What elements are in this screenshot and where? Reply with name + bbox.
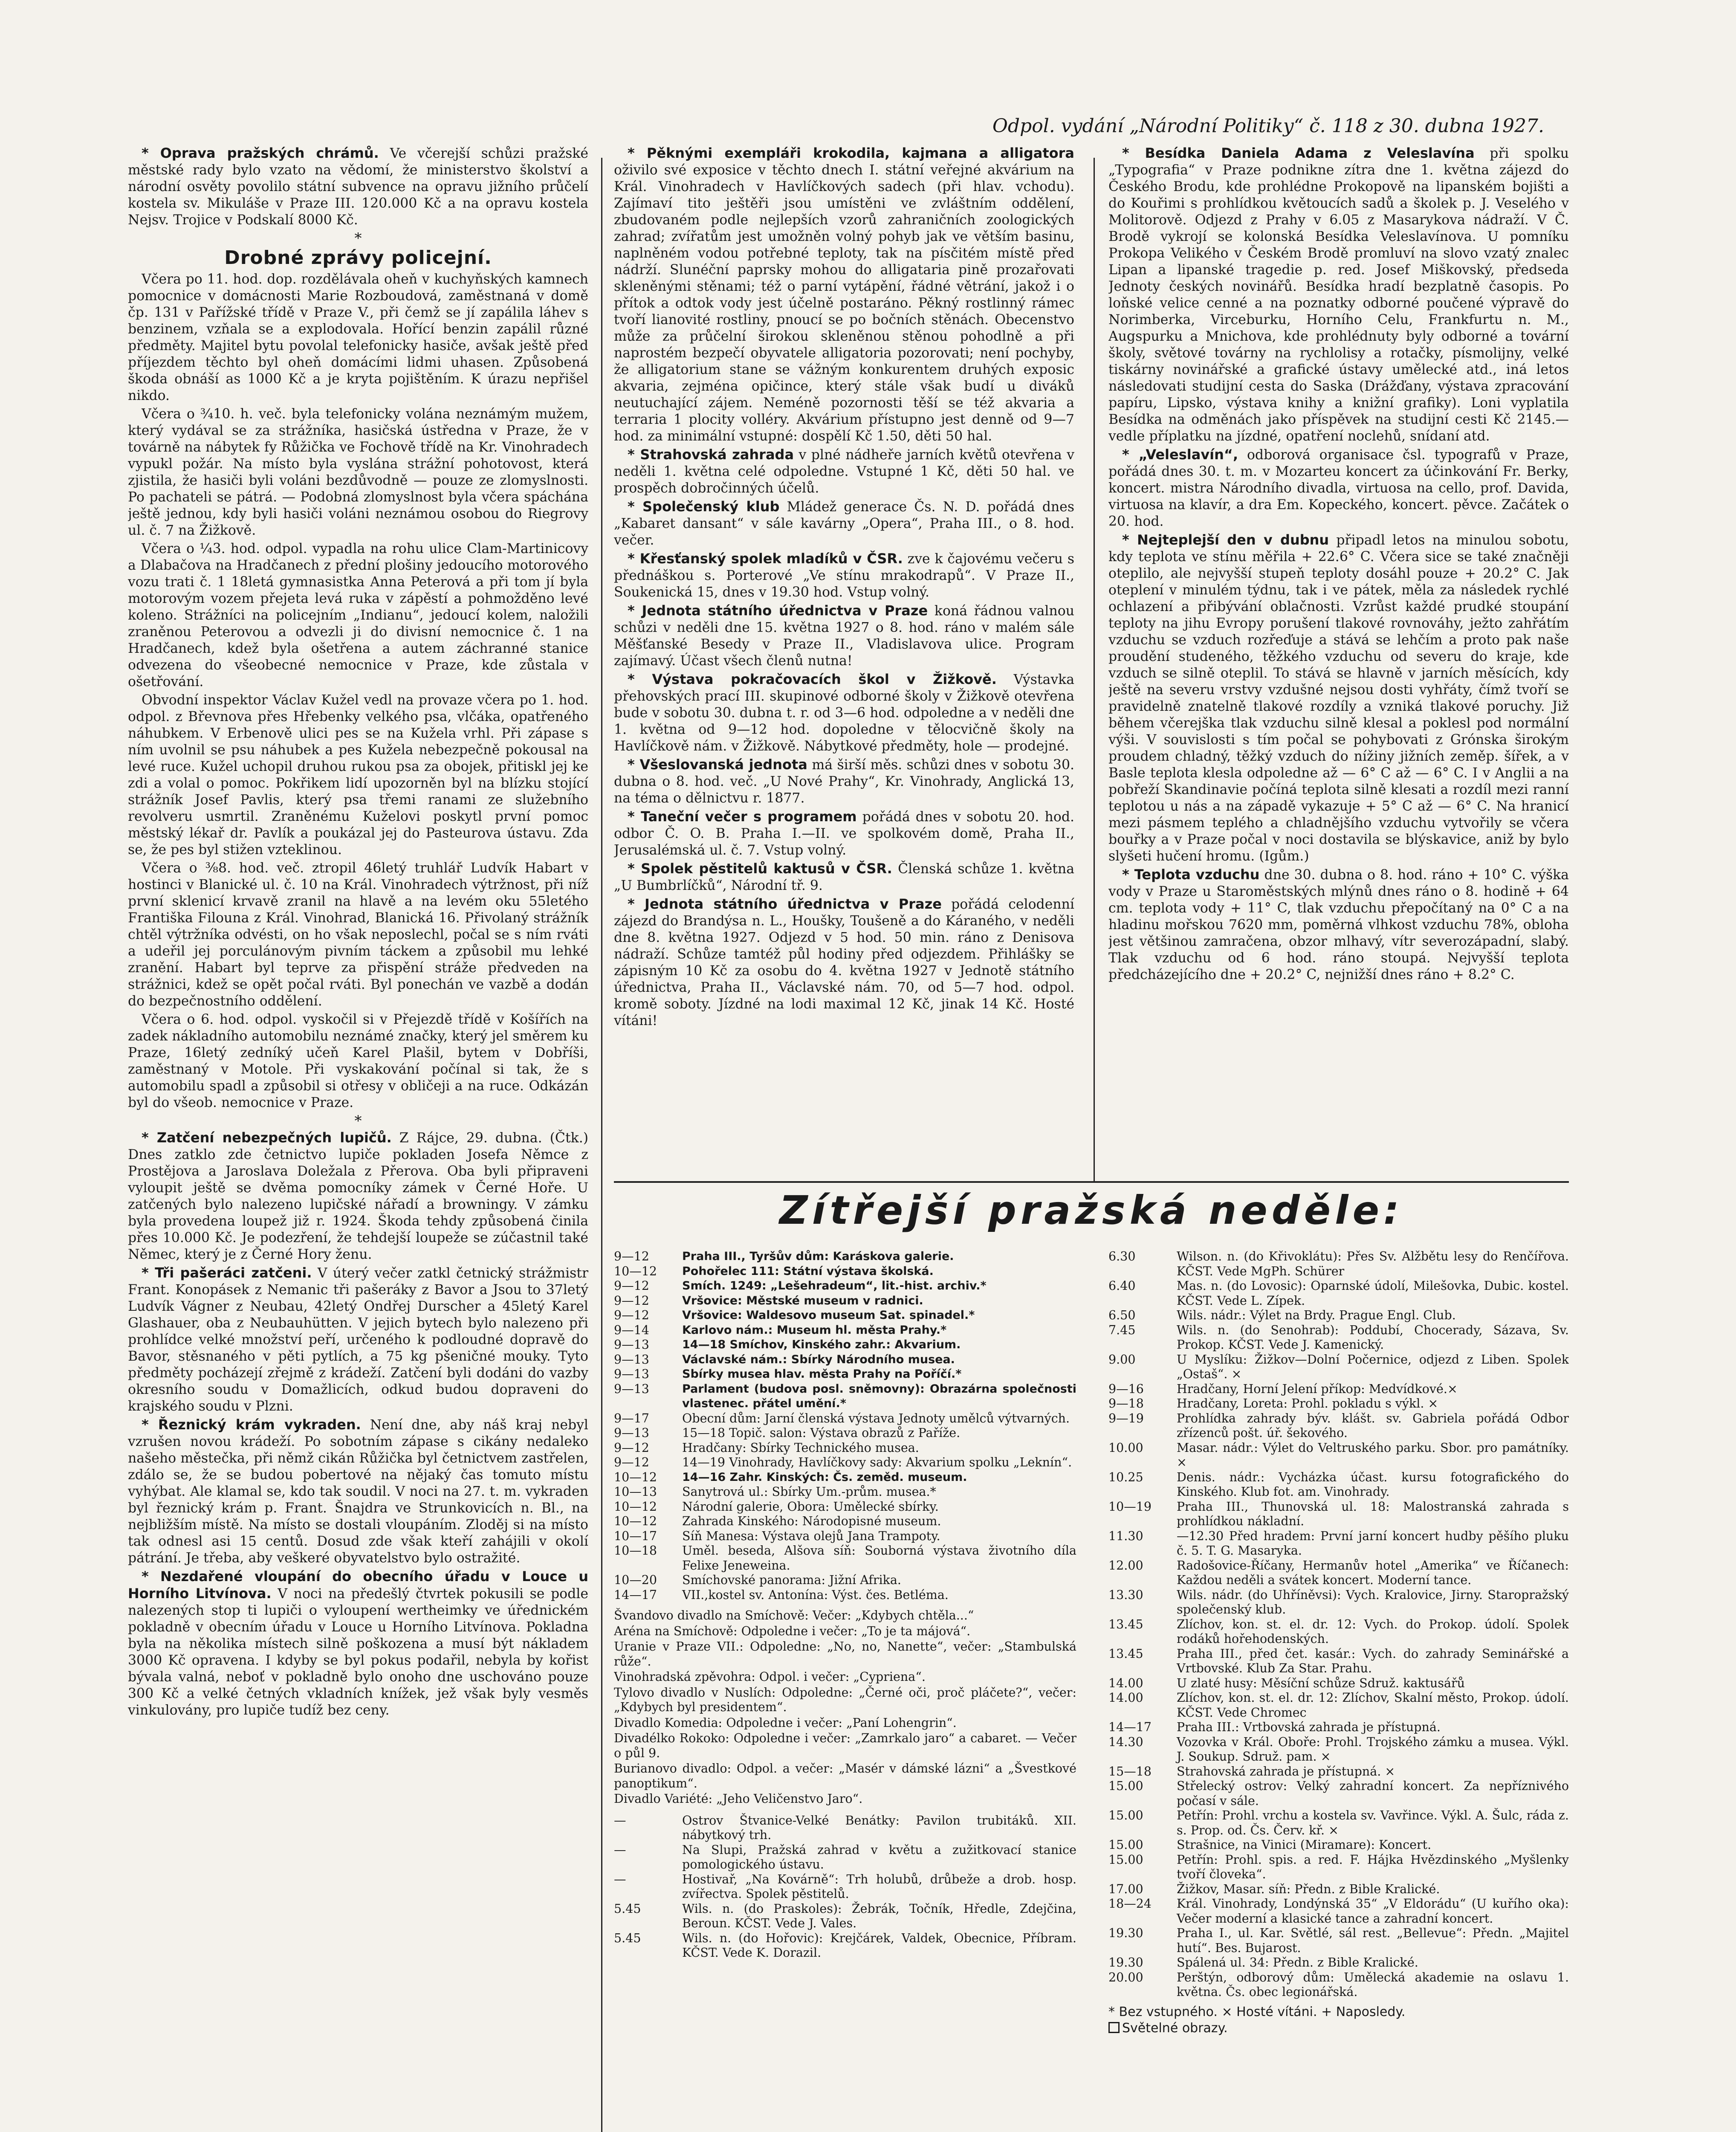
program-desc: Strahovská zahrada je přístupná. ×	[1177, 1764, 1395, 1779]
program-row	[614, 1573, 1076, 1588]
article-text: Ve včerejší schůzi pražské městské rady bylo vzato na vědomí, že ministerstvo školství a národní osvěty povolilo státní subvence na opravu jižního průčelí kostela sv. Mikuláše v Praze III. 120.000 Kč a na opravu kostela Nejsv. Trojice v Podskalí 8000 Kč.	[128, 146, 588, 228]
program-row	[614, 1470, 1076, 1485]
article-text: koná řádnou valnou schůzi v neděli dne 15. května 1927 o 8. hod. ráno v malém sále Měšťanské Besedy v Praze II., Vladislavova ulice. Program zajímavý. Účast všech členů nutna!	[614, 603, 1074, 669]
program-time: 15.00	[1108, 1808, 1143, 1822]
article-text: oživilo své exposice v těchto dnech I. státní veřejné akvárium na Král. Vinohradech v Havlíčkových sadech (při hlav. vchodu). Zajímaví tito ještěři jsou umístěni ve zvláštním oddělení, zbudovaném podle nejlepších vzorů zahraničních zoologických zahrad; zvířatům jest umožněn volný pohyb jak ve větším basinu, naplněném vodou potřebné teploty, tak na písčitém místě před nádrží. Slunéční paprsky mohou do alligataria pině prozařovati skleněnými stěnami; též o parní vytápění, řádné větrání, jakož i o přítok a odtok vody jest účelně postaráno. Pěkný rostlinný rámec tvoří lianovité rostliny, pnoucí se po bočních stěnách. Obecenstvo může za průčelní širokou skleněnou stěnou pohodlně a při naprostém bezpečí obyvatele alligatoria pozorovati; není pochyby, že alligatorium stane se vážným konkurentem druhých exposic akvaria, zejména opičince, který stále však budí u diváků neutuchající zájem. Neméně pozornosti těší se též akvaria a terraria 1 plocity volléry. Akvárium přístupno jest denně od 9—7 hod. za minimální vstupné: dospělí Kč 1.50, děti 50 hal.	[614, 162, 1074, 444]
program-desc: Mas. n. (do Lovosic): Oparnské údolí, Milešovka, Dubic. kostel. KČST. Vede L. Zípek.	[1177, 1279, 1569, 1308]
program-row	[1108, 1396, 1569, 1411]
separator-star: *	[354, 1112, 362, 1130]
program-desc: Radošovice-Říčany, Hermanův hotel „Amerika“ ve Říčanech: Každou neděli a svátek koncert. Moderní tance.	[1177, 1558, 1569, 1587]
article-text: Včera o ⅜8. hod. več. ztropil 46letý truhlář Ludvík Habart v hostinci v Blanické ul. č. 10 na Král. Vinohradech výtržnost, při níž první sklenicí krvavě zranil na hlavě a na levém oku 55letého Františka Filouna z Král. Vinohrad, Blanická 16. Přivolaný strážník chtěl výtržníka odvésti, on ho však neposlechl, počal se s ním rváti a udeřil jej porculánovým pivním táckem a způsobil mu lehké zranění. Habart byl teprve za přispění stráže předveden na strážnici, kdež se opět počal rváti. Byl ponechán ve vazbě a dodán do bezpečnostního oddělení.	[128, 860, 588, 1009]
article-headline: * Jednota státního úřednictva v Praze	[628, 603, 928, 619]
separator-star: *	[354, 230, 362, 247]
theatre-item: Divadlo Variété: „Jeho Veličenstvo Jaro“.	[614, 1792, 863, 1806]
article-text: Z Rájce, 29. dubna. (Čtk.) Dnes zatklo zde četnictvo lupiče pokladen Josefa Němce z Prostějova a Jaroslava Doležala z Přerova. Oba byli připraveni vyloupit ještě se dvěma pomocníky zámek v Černé Hoře. U zatčených bylo nalezeno lupičské nářadí a browningy. V zámku byla provedena loupež již r. 1924. Škoda tehdy způsobená činila přes 10.000 Kč. Je podezření, že tehdejší loupeže se zúčastnil také Němec, který je z Černé Hory ženu.	[128, 1130, 588, 1262]
article-text: v plné nádheře jarních květů otevřena v neděli 1. května celé odpoledne. Vstupné 1 Kč, děti 50 hal. ve prospěch dobročinných účelů.	[614, 447, 1074, 496]
article-paragraph	[128, 406, 588, 539]
program-desc: Sbírky musea hlav. města Prahy na Poříčí.*	[682, 1367, 962, 1381]
legend-line-2: Světelné obrazy.	[1108, 2020, 1569, 2036]
program-row	[614, 1382, 1076, 1411]
program-row	[1108, 1691, 1569, 1720]
program-desc: Sanytrová ul.: Sbírky Um.-prům. musea.*	[682, 1485, 936, 1499]
program-time: 13.45	[1108, 1617, 1143, 1631]
program-desc: Wils. n. (do Senohrab): Poddubí, Chocerady, Sázava, Sv. Prokop. KČST. Vede J. Kamenický.	[1177, 1323, 1569, 1352]
program-desc: Vozovka v Král. Oboře: Prohl. Trojského zámku a musea. Výkl. J. Soukup. Sdruž. pam. ×	[1177, 1735, 1569, 1764]
program-time: 10—13	[614, 1485, 657, 1499]
article-paragraph	[128, 692, 588, 858]
article-paragraph	[128, 1011, 588, 1111]
program-row	[614, 1514, 1076, 1529]
program-row	[1108, 1779, 1569, 1808]
program-desc: Wilson. n. (do Křivoklátu): Přes Sv. Alžbětu lesy do Renčířova. KČST. Vede MgPh. Schürer	[1177, 1249, 1569, 1278]
column-rule	[1094, 158, 1095, 1181]
program-desc: Zlíchov, kon. st. el. dr. 12: Zlíchov, Skalní město, Prokop. údolí. KČST. Vede Chromec	[1177, 1691, 1569, 1720]
program-desc: Obecní dům: Jarní členská výstava Jednoty umělců výtvarných.	[682, 1411, 1070, 1425]
program-row	[614, 1426, 1076, 1441]
program-desc: Strašnice, na Vinici (Miramare): Koncert.	[1177, 1838, 1432, 1852]
program-time: 9—13	[614, 1426, 649, 1440]
program-desc: Spálená ul. 34: Předn. z Bible Kralické.	[1177, 1955, 1418, 1970]
program-time: 12.00	[1108, 1558, 1143, 1573]
program-time: 5.45	[614, 1901, 641, 1916]
article-paragraph	[614, 860, 1074, 894]
program-time: —	[614, 1842, 626, 1857]
sunday-program-title: Zítřejší pražská neděle:	[779, 1188, 1403, 1233]
article-headline: * Oprava pražských chrámů.	[142, 145, 379, 161]
program-time: 10—12	[614, 1264, 657, 1278]
program-desc: Karlovo nám.: Museum hl. města Prahy.*	[682, 1323, 947, 1337]
column-1	[128, 145, 588, 2132]
program-row	[1108, 1926, 1569, 1955]
article-paragraph	[614, 896, 1074, 1029]
program-time: 9—14	[614, 1323, 649, 1337]
article-paragraph	[614, 446, 1074, 497]
program-row	[614, 1279, 1076, 1294]
article-text: Obvodní inspektor Václav Kužel vedl na provaze včera po 1. hod. odpol. z Břevnova přes Hřebenky velkého psa, vlčáka, opatřeného náhubkem. V Erbenově ulici pes se na Kužela vrhl. Při zápase s ním uvolnil se psu náhubek a pes Kužela nebezpečně pokousal na levé ruce. Kužel uchopil druhou rukou psa za obojek, přitiskl jej ke zdi a volal o pomoc. Pokřikem lidí upozorněn byl na blízku stojící strážník Josef Pavlis, který psa třemi ranami ze služebního revolveru usmrtil. Zraněnému Kuželovi poskytl první pomoc městský lékař dr. Pavlík a poukázal jej do Pasteurova ústavu. Zda se, že pes byl stižen vzteklinou.	[128, 692, 588, 857]
program-row	[1108, 1647, 1569, 1676]
theatre-item: Uranie v Praze VII.: Odpoledne: „No, no, Nanette“, večer: „Stambulská růže“.	[614, 1640, 1076, 1669]
program-row	[1108, 1249, 1569, 1279]
theatre-item: Divadlo Komedia: Odpoledne i večer: „Paní Lohengrin“.	[614, 1715, 957, 1730]
program-desc: Hradčany, Horní Jelení příkop: Medvídkové.×	[1177, 1382, 1458, 1396]
article-headline: * Nejteplejší den v dubnu	[1122, 532, 1329, 548]
article-paragraph	[128, 1265, 588, 1415]
square-icon	[1108, 2022, 1120, 2033]
article-paragraph	[614, 550, 1074, 601]
sunday-program-list	[614, 1249, 1076, 2132]
program-time: 10—12	[614, 1514, 657, 1528]
program-row	[614, 1500, 1076, 1515]
program-time: 11.30	[1108, 1529, 1143, 1543]
article-headline: * Besídka Daniela Adama z Veleslavína	[1122, 145, 1475, 161]
article-paragraph	[614, 603, 1074, 669]
column-2	[614, 145, 1074, 1177]
program-row	[1108, 1838, 1569, 1853]
program-row	[1108, 1955, 1569, 1970]
article-paragraph	[1108, 145, 1569, 445]
program-time: 18—24	[1108, 1897, 1152, 1911]
article-text: zve k čajovému večeru s přednáškou s. Porterové „Ve stínu mrakodrapů“. V Praze II., Soukenická 15, dnes v 19.30 hod. Vstup volný.	[614, 551, 1074, 600]
program-time: 20.00	[1108, 1970, 1143, 1984]
program-time: 6.40	[1108, 1279, 1136, 1293]
program-time: 9—13	[614, 1338, 649, 1352]
article-text: V úterý večer zatkl četnický strážmistr Frant. Konopásek z Nemanic tři pašeráky z Bavor a Jsou to 37letý Ludvík Vágner z Neubau, 42letý Ondřej Durscher a 45letý Karel Glashauer, oba z Neubauhütten. V jejich bytech bylo nalezeno při prohlídce velké množství peří, určeného k podloudné dopravě do Bavor, stěsnaného v pěti pytlích, a 75 kg pšeničné mouky. Tyto předměty pocházejí zřejmě z krádeží. Zatčení byli dodáni do vazby okresního soudu v Domažlicích, odkud budou dopraveni do krajského soudu v Plzni.	[128, 1266, 588, 1414]
article-headline: * Spolek pěstitelů kaktusů v ČSR.	[628, 860, 892, 877]
theatre-item: Divadélko Rokoko: Odpoledne i večer: „Zamrkalo jaro“ a cabaret. — Večer o půl 9.	[614, 1731, 1076, 1760]
program-row	[1108, 1882, 1569, 1897]
article-headline: * Nezdařené vloupání do obecního úřadu v Louce u Horního Litvínova.	[128, 1568, 588, 1602]
program-time: 10—12	[614, 1470, 657, 1484]
program-row	[614, 1323, 1076, 1338]
article-headline: * Řeznický krám vykraden.	[142, 1417, 361, 1433]
article-text: pořádá dnes v sobotu 20. hod. odbor Č. O. B. Praha I.—II. ve spolkovém domě, Praha II., Jerusalémská ul. č. 7. Vstup volný.	[614, 809, 1074, 858]
program-time: 9—12	[614, 1440, 649, 1455]
program-time: 9—17	[614, 1411, 649, 1425]
program-time: 9—12	[614, 1293, 649, 1308]
program-row	[1108, 1441, 1569, 1470]
program-time: 13.30	[1108, 1587, 1143, 1602]
program-time: 9—13	[614, 1352, 649, 1367]
program-row	[1108, 1529, 1569, 1558]
program-desc: Wils. n. (do Hořovic): Krejčárek, Valdek, Obecnice, Příbram. KČST. Vede K. Dorazil.	[682, 1931, 1076, 1960]
program-row	[614, 1353, 1076, 1367]
program-desc: Hradčany, Loreta: Prohl. pokladu s výkl. ×	[1177, 1396, 1438, 1411]
section-rule	[614, 1181, 1569, 1183]
program-row	[1108, 1676, 1569, 1691]
program-time: 10.00	[1108, 1440, 1143, 1455]
program-time: 9—12	[614, 1455, 649, 1469]
program-desc: Vršovice: Městské museum v radnici.	[682, 1294, 923, 1307]
theatre-item: Aréna na Smíchově: Odpoledne i večer: „To je ta májová“.	[614, 1624, 971, 1638]
program-time: 13.45	[1108, 1646, 1143, 1661]
program-row	[614, 1872, 1076, 1902]
program-desc: Hostivař, „Na Kovárně“: Trh holubů, drůbeže a drob. hosp. zvířectva. Spolek pěstitelů.	[682, 1872, 1076, 1901]
program-time: 10—18	[614, 1544, 657, 1558]
article-headline: * Zatčení nebezpečných lupičů.	[142, 1130, 392, 1146]
program-desc: Žižkov, Masar. síň: Předn. z Bible Kralické.	[1177, 1882, 1440, 1896]
program-row	[1108, 1382, 1569, 1397]
article-paragraph	[128, 145, 588, 229]
program-time: 10—17	[614, 1529, 657, 1543]
program-desc: Petřín: Prohl. vrchu a kostela sv. Vavřince. Výkl. A. Šulc, ráda z. s. Prop. od. Čs. Červ. kř. ×	[1177, 1808, 1569, 1837]
program-row	[1108, 1558, 1569, 1588]
article-text: Včera po 11. hod. dop. rozdělávala oheň v kuchyňských kamnech pomocnice v domácnosti Marie Rozboudová, zaměstnaná v domě čp. 131 v Pařížské třídě v Praze V., při čemž se jí zapálila láhev s benzinem, vzňala se a explodovala. Hořící benzin zapálil různé předměty. Majitel bytu povolal telefonicky hasiče, avšak ještě před příjezdem těchto byl oheň domácími lidmi uhasen. Způsobená škoda obnáší as 1000 Kč a je kryta pojištěním. K úrazu nepřišel nikdo.	[128, 272, 588, 403]
article-text: odborová organisace čsl. typografů v Praze, pořádá dnes 30. t. m. v Mozarteu koncert za účinkování Fr. Berky, koncert. mistra Národního divadla, virtuosa na cello, prof. Davida, virtuosa na klavír, a dra Em. Kopeckého, koncert. pěvce. Začátek o 20. hod.	[1108, 447, 1569, 529]
article-text: Včera o ¼3. hod. odpol. vypadla na rohu ulice Clam-Martinicovy a Dlabačova na Hradčanech z přední plošiny jedoucího motorového vozu trati č. 1 18letá gymnasistka Anna Peterová a při tom jí byla motorovým vozem přejeta levá ruka v zápěstí a pohmožděno levé koleno. Strážníci na policejním „Indianu“, jedoucí kolem, naložili zraněnou Peterovou a odvezli ji do divisní nemocnice č. 1 na Hradčanech, kdež byla ošetřena a autem záchranné stanice odvezena do všeobecné nemocnice v Praze, kde zůstala v ošetřování.	[128, 541, 588, 689]
program-desc: Parlament (budova posl. sněmovny): Obrazárna společnosti vlasteneс. přátel umění.*	[682, 1382, 1076, 1410]
article-paragraph	[128, 1568, 588, 1719]
program-row	[1108, 1411, 1569, 1441]
article-headline: * Výstava pokračovacích škol v Žižkově.	[628, 671, 997, 687]
program-desc: Pohořelec 111: Státní výstava školská.	[682, 1264, 934, 1278]
program-desc: Král. Vinohrady, Londýnská 35“ „V Eldorádu“ (U kuřího oka): Večer moderní a klasické tance a zahradní koncert.	[1177, 1897, 1569, 1926]
program-desc: Uměl. beseda, Alšova síň: Souborná výstava životního díla Felixe Jeneweina.	[682, 1544, 1076, 1573]
program-desc: —12.30 Před hradem: První jarní koncert hudby pěšího pluku č. 5. T. G. Masaryka.	[1177, 1529, 1569, 1558]
program-desc: Praha III.: Vrtbovská zahrada je přístupná.	[1177, 1720, 1441, 1734]
program-time: 14—17	[614, 1587, 657, 1602]
program-time: 9.00	[1108, 1352, 1136, 1367]
program-desc: Vršovice: Waldesovo museum Sat. spinadel.*	[682, 1309, 975, 1322]
article-paragraph	[614, 756, 1074, 807]
theatre-item: Tylovo divadlo v Nuslích: Odpoledne: „Černé oči, proč pláčete?“, večer: „Kdybych byl presidentem“.	[614, 1685, 1076, 1714]
program-time: 9—18	[1108, 1396, 1144, 1411]
program-time: 9—12	[614, 1308, 649, 1322]
program-time: 6.50	[1108, 1308, 1136, 1322]
program-time: 14.30	[1108, 1735, 1143, 1749]
column-3	[1108, 145, 1569, 1177]
program-time: 15.00	[1108, 1779, 1143, 1793]
program-desc: Praha III., Thunovská ul. 18: Malostranská zahrada s prohlídkou nákladní.	[1177, 1499, 1569, 1528]
program-row	[614, 1544, 1076, 1573]
program-desc: Wils. nádr. (do Uhříněvsi): Vych. Kralovice, Jirny. Staropražský společenský klub.	[1177, 1587, 1569, 1616]
program-row	[614, 1411, 1076, 1426]
article-paragraph	[1108, 866, 1569, 983]
program-time: 9—13	[614, 1382, 649, 1396]
theatre-item: Vinohradská zpěvohra: Odpol. i večer: „Cypriena“.	[614, 1670, 926, 1684]
legend	[1108, 2004, 1569, 2036]
program-time: 9—13	[614, 1367, 649, 1381]
program-row	[1108, 1323, 1569, 1353]
program-row	[1108, 1588, 1569, 1617]
program-row	[1108, 1353, 1569, 1382]
program-desc: Masar. nádr.: Výlet do Veltruského parku. Sbor. pro památníky. ×	[1177, 1440, 1569, 1469]
program-time: 14—17	[1108, 1720, 1152, 1734]
program-time: 19.30	[1108, 1955, 1143, 1970]
program-desc: Perštýn, odborový dům: Umělecká akademie na oslavu 1. května. Čs. obec legionářská.	[1177, 1970, 1569, 1999]
program-time: 14.00	[1108, 1676, 1143, 1690]
program-row	[614, 1843, 1076, 1872]
article-text: pořádá celodenní zájezd do Brandýsa n. L., Houšky, Toušeně a do Káraného, v neděli dne 8. května 1927. Odjezd v 5 hod. 50 min. ráno z Denisova nádraží. Schůze tamtéž půl hodiny před odjezdem. Přihlášky se zápisným 10 Kč za osobu do 4. května 1927 v Jednotě státního úřednictva, Praha II., Václavské nám. 70, od 5—7 hod. odpol. kromě soboty. Jízdné na lodi maximal 12 Kč, jinak 14 Kč. Hosté vítáni!	[614, 897, 1074, 1028]
article-text: dne 30. dubna o 8. hod. ráno + 10° C. výška vody v Praze u Staroměstských mlýnů dnes ráno o 8. hodině + 64 cm. teplota vody + 11° C, tlak vzduchu přepočítaný na 0° C a na hladinu mořskou 7620 mm, poměrná vlhkost vzduchu 78%, obloha jest většinou zamračena, obzor mlhavý, vítr severozápadní, slabý. Tlak vzduchu od 6 hod. ráno stoupá. Nejvyšší teplota předcházejícího dne + 20.2° C, nejnižší dnes ráno + 8.2° C.	[1108, 867, 1569, 982]
program-time: —	[614, 1813, 626, 1828]
program-desc: Ostrov Štvanice-Velké Benátky: Pavilon trubitáků. XII. nábytkový trh.	[682, 1813, 1076, 1842]
article-text: má širší měs. schůzi dnes v sobotu 30. dubna o 8. hod. več. „U Nové Prahy“, Kr. Vinohrady, Anglická 13, na téma o dělnictvu r. 1877.	[614, 757, 1074, 806]
program-time: 9—12	[614, 1279, 649, 1293]
program-desc: Wils. n. (do Praskoles): Žebrák, Točník, Hředle, Zdejčina, Beroun. KČST. Vede J. Vales.	[682, 1901, 1076, 1930]
program-row	[1108, 1470, 1569, 1500]
program-time: 9—12	[614, 1249, 649, 1263]
article-text: Včera o 6. hod. odpol. vyskočil si v Přejezdě třídě v Košířích na zadek nákladního automobilu neznámé značky, který jel směrem ku Praze, 16letý zedníký učeň Karel Plašil, bytem v Dobříši, zaměstnaný v Motole. Při vyskakování počínal si tak, že s automobilu spadl a způsobil si otřesy v obličeji a na ruce. Odkázán byl do všeob. nemocnice v Praze.	[128, 1012, 588, 1110]
program-desc: Wils. nádr.: Výlet na Brdy. Prague Engl. Club.	[1177, 1308, 1456, 1322]
program-row	[1108, 1853, 1569, 1882]
article-headline: * Pěknými exempláři krokodila, kajmana a alligatora	[628, 145, 1074, 161]
program-row	[614, 1588, 1076, 1603]
program-time: 7.45	[1108, 1323, 1136, 1337]
legend-line: * Bez vstupného. × Hosté vítáni. + Naposledy.	[1108, 2004, 1406, 2019]
program-row	[1108, 1308, 1569, 1323]
program-row	[1108, 1279, 1569, 1308]
program-time: 10—19	[1108, 1499, 1152, 1514]
article-headline: * Teplota vzduchu	[1122, 866, 1260, 883]
program-desc: 15—18 Topič. salon: Výstava obrazů z Paříže.	[682, 1426, 961, 1440]
program-row	[614, 1367, 1076, 1382]
article-headline: * Křesťanský spolek mladíků v ČSR.	[628, 550, 903, 567]
article-text: V noci na předešlý čtvrtek pokusili se podle nalezených stop ti lupiči o vyloupení wertheimky ve úřednickém pokladně v obecním úřadu v Louce u Horního Litvínova. Pokladna byla na několika místech silně poškozena a musí být nákladem 3000 Kč opravena. I kdyby se byl pokus podařil, nebyla by kořist bývala valná, neboť v pokladně bylo onoho dne uschováno pouze 300 Kč a velké četných vkladních knížek, jež však byly vesměs vinkulovány, pro lupiče tudíž bez ceny.	[128, 1586, 588, 1718]
program-row	[614, 1902, 1076, 1931]
article-headline: * Strahovská zahrada	[628, 446, 794, 463]
program-desc: 14—18 Smíchov, Kinského zahr.: Akvarium.	[682, 1338, 961, 1351]
article-headline: * Společenský klub	[628, 498, 780, 515]
program-desc: Praha I., ul. Kar. Světlé, sál rest. „Bellevue“: Předn. „Majitel hutí“. Bes. Bujarost.	[1177, 1926, 1569, 1955]
program-desc: Na Slupi, Pražská zahrad v květu a zužitkovací stanice pomologického ústavu.	[682, 1842, 1076, 1871]
program-time: 15—18	[1108, 1764, 1152, 1779]
program-desc: Denis. nádr.: Vycházka účast. kursu fotografického do Kinského. Klub fot. am. Vinohrady.	[1177, 1470, 1569, 1499]
program-row	[614, 1294, 1076, 1309]
program-desc: VII.,kostel sv. Antonína: Výst. čes. Betléma.	[682, 1587, 949, 1602]
program-row	[1108, 1970, 1569, 2000]
trips-rows	[1108, 1249, 1569, 2000]
article-text: při spolku „Typografia“ v Praze podnikne zítra dne 1. května zájezd do Českého Brodu, kde prohlédne Prokopově na lipanském bojišti a do Kouřimi s prohlídkou květoucích sadů a školek p. J. Veselého v Molitorově. Odjezd z Prahy v 6.05 z Masarykova nádraží. V Č. Brodě vykrojí se kolonská Besídka Veleslavínova. U pomníku Prokopa Velikého v Českém Brodě promluví na slovo vzatý znalec Lipan a lipanské tragedie p. red. Josef Miškovský, předseda Jednoty českých novinářů. Besídka hradí bezplatně časopis. Po loňské velice cenné a na poznatky odborné poučené výpravě do Norimberka, Virceburku, Horního Celu, Frankfurtu n. M., Augspurku a Mnichova, kde prohlédnuty byly odborné a tovární školy, světové továrny na rychlolisy a rotačky, písmolijny, velké tiskárny novinářské a grafické ústavy umělecké atd., iná letos následovati studijní cesta do Saska (Drážďany, výstava zpracování papíru, Lipsko, výstava knihy a knižní grafiky). Loni vyplatila Besídka na odměnách jako příspěvek na studijní cesti Kč 2145.— vedle příplatku na jízdné, opatření noclehů, snídaní atd.	[1108, 146, 1569, 444]
article-paragraph	[128, 1417, 588, 1567]
program-desc: Národní galerie, Obora: Umělecké sbírky.	[682, 1499, 939, 1514]
program-time: 15.00	[1108, 1852, 1143, 1867]
column-rule	[601, 158, 602, 2132]
program-desc: Praha III., Tyršův dům: Karáskova galerie.	[682, 1250, 954, 1263]
article-paragraph	[614, 498, 1074, 549]
program-desc: 14—16 Zahr. Kinských: Čs. zeměd. museum.	[682, 1470, 967, 1484]
program-row	[1108, 1808, 1569, 1838]
article-text: připadl letos na minulou sobotu, kdy teplota ve stínu měřila + 22.6° C. Včera sice se také značněji oteplilo, ale nejvyšší stupeň teploty dosáhl pouze + 20.2° C. Jak oteplení v minulém týdnu, tak i ve pátek, měla za následek rychlé ochlazení a přibývání oblačnosti. Vzrůst každé prudké stoupání teploty na jihu Evropy porušení tlakové rovnováhy, ježto zahřátím vzduchu se vzduch rozřeďuje a stává se lehčím a proto pak naše proudění studeného, těžkého vzduchu od severu do kraje, kde vzduch se silně oteplil. To stává se hlavně v jarních měsících, kdy ještě na severu vrstvy vzdušné nejsou dosti vyhřáty, čímž tvoří se pravidelně znatelně tlakové rozdíly a vzniká tlakové poruchy. Již během včerejška tlak vzduchu silně klesal a poklesl pod normální výši. V souvislosti s tím počal se pohybovati z Grónska širokým proudem chladný, těžký vzduch do nížiny jižních zeměp. šířek, a v Basle teplota klesla odpoledne až — 6° C až — 6° C. I v Anglii a na pobřeží Skandinavie počíná teplota silně klesati a rozdíl mezi ranní teplotou u nás a na západě vykazuje + 5° C až — 6° C. Na hranicí mezi pásmem teplého a chladnějšího vzduchu vytvořily se včera bouřky a v Praze počal v noci dostavila se blýskavice, aniž by bylo slyšeti hučení hromu. (Igům.)	[1108, 533, 1569, 864]
program-row	[614, 1338, 1076, 1353]
article-paragraph	[614, 145, 1074, 445]
program-row	[614, 1441, 1076, 1456]
program-row	[614, 1529, 1076, 1544]
program-row	[1108, 1720, 1569, 1735]
article-paragraph	[1108, 532, 1569, 865]
article-paragraph	[128, 541, 588, 690]
program-desc: U zlaté husy: Měsíční schůze Sdruž. kaktusářů	[1177, 1676, 1465, 1690]
program-desc: Praha III., před čet. kasár.: Vych. do zahrady Seminářské a Vrtbovské. Klub Za Star. Prahu.	[1177, 1646, 1569, 1675]
article-paragraph	[1108, 446, 1569, 530]
program-time: 9—19	[1108, 1411, 1144, 1425]
theatre-item: Burianovo divadlo: Odpol. a večer: „Masér v dámské lázni“ a „Švestkové panoptikum“.	[614, 1761, 1076, 1790]
article-headline: * Jednota státního úřednictva v Praze	[628, 896, 942, 912]
program-time: 17.00	[1108, 1882, 1143, 1896]
program-desc: Zlíchov, kon. st. el. dr. 12: Vych. do Prokop. údolí. Spolek rodáků hořehodenských.	[1177, 1617, 1569, 1646]
article-paragraph	[614, 808, 1074, 859]
program-desc: Václavské nám.: Sbírky Národního musea.	[682, 1353, 955, 1366]
article-headline: * Taneční večer s programem	[628, 808, 857, 825]
program-time: 5.45	[614, 1931, 641, 1945]
article-paragraph	[128, 860, 588, 1010]
article-text: Výstavka přehovských prací III. skupinové odborné školy v Žižkově otevřena bude v sobotu 30. dubna t. r. od 3—6 hod. odpoledne a v neděli dne 1. května od 9—12 hod. dopoledne v tělocvičně školy na Havlíčkově nám. v Žižkově. Nábytkové předměty, hole — prodejné.	[614, 672, 1074, 754]
article-paragraph	[614, 671, 1074, 755]
article-headline: * Všeslovanská jednota	[628, 756, 807, 773]
program-time: —	[614, 1872, 626, 1886]
program-desc: Petřín: Prohl. spis. a red. F. Hájka Hvězdinského „Myšlenky tvoří človeka“.	[1177, 1852, 1569, 1881]
program-desc: Hradčany: Sbírky Technického musea.	[682, 1440, 919, 1455]
article-paragraph	[128, 1130, 588, 1263]
program-time: 14.00	[1108, 1691, 1143, 1705]
program-desc: Smíchovské panorama: Jižní Afrika.	[682, 1573, 901, 1587]
program-time: 15.00	[1108, 1838, 1143, 1852]
program-row	[614, 1813, 1076, 1843]
program-row	[1108, 1617, 1569, 1647]
program-row	[614, 1308, 1076, 1323]
program-row	[614, 1249, 1076, 1264]
spacer	[614, 1808, 1076, 1813]
program-desc: Smích. 1249: „Lešehradeum“, lit.-hist. archiv.*	[682, 1279, 987, 1292]
spacer	[614, 1602, 1076, 1608]
article-text: Členská schůze 1. května „U Bumbrlíčků“, Národní tř. 9.	[614, 861, 1074, 893]
article-headline: * „Veleslavín“,	[1122, 446, 1238, 463]
program-row	[1108, 1735, 1569, 1764]
program-time: 6.30	[1108, 1249, 1136, 1263]
program-desc: U Myslíku: Žižkov—Dolní Počernice, odjezd z Liben. Spolek „Ostaš“. ×	[1177, 1352, 1569, 1381]
program-desc: Prohlídka zahrady býv. klášt. sv. Gabriela pořádá Odbor zřízenců pošt. úř. šekového.	[1177, 1411, 1569, 1440]
section-title: Drobné zprávy policejní.	[224, 247, 492, 269]
theatre-item: Švandovo divadlo na Smíchově: Večer: „Kdybych chtěla...“	[614, 1608, 974, 1622]
program-row	[614, 1455, 1076, 1470]
program-time: 10—12	[614, 1499, 657, 1514]
program-desc: 14—19 Vinohrady, Havlíčkovy sady: Akvarium spolku „Leknín“.	[682, 1455, 1072, 1469]
sunday-trips-list	[1108, 1249, 1569, 2132]
program-time: 9—16	[1108, 1382, 1144, 1396]
article-text: Včera o ¾10. h. več. byla telefonicky volána neznámým mužem, který vydával se za strážníka, hasičská ústředna v Praze, že v továrně na nábytek fy Růžička ve Fochově třídě na Kr. Vinohradech vypukl požár. Na místo byla vyslána strážní pohotovost, která zjistila, že hasiči byli voláni bezdůvodně — pouze ze zlomyslnosti. Po pachateli se pátrá. — Podobná zlomyslnost byla včera spáchána ještě jednou, kdy byli hasiči voláni neznámou osobou do Riegrovy ul. č. 7 na Žižkově.	[128, 406, 588, 538]
program-desc: Střelecký ostrov: Velký zahradní koncert. Za nepříznivého počasí v sále.	[1177, 1779, 1569, 1808]
program-row	[614, 1264, 1076, 1279]
program-time: 19.30	[1108, 1926, 1143, 1940]
article-headline: * Tři pašeráci zatčeni.	[142, 1265, 312, 1281]
article-paragraph	[128, 271, 588, 404]
program-time: 10.25	[1108, 1470, 1143, 1484]
program-desc: Zahrada Kinského: Národopisné museum.	[682, 1514, 941, 1528]
article-text: Není dne, aby náš kraj nebyl vzrušen novou krádeží. Po sobotním zápase s cikány nedaleko našeho městečka, při němž cikán Růžička byl četnictvem zastřelen, zdálo se, že se budou pobertové na nějaký čas tomuto místu vyhýbat. Ale klamal se, kdo tak soudil. V noci na 27. t. m. vykraden byl řeznický krám p. Frant. Šnajdra ve Strunkovicích n. Bl., na nejbližším místě. Na místo se dostali vloupáním. Zloděj si na místo tak odnesl asi 15 centů. Dosud zde však kteří zahájili v okolí pátrání. Je třeba, aby veškeré obyvatelstvo bylo ostražité.	[128, 1417, 588, 1566]
article-text: Mládež generace Čs. N. D. pořádá dnes „Kabaret dansant“ v sále kavárny „Opera“, Praha III., o 8. hod. večer.	[614, 499, 1074, 548]
program-desc: Síň Manesa: Výstava olejů Jana Trampoty.	[682, 1529, 940, 1543]
program-row	[1108, 1764, 1569, 1779]
program-row	[614, 1931, 1076, 1961]
page-header: Odpol. vydání „Národní Politiky“ č. 118 z 30. dubna 1927.	[992, 115, 1544, 137]
program-row	[1108, 1500, 1569, 1529]
program-row	[1108, 1897, 1569, 1926]
program-time: 10—20	[614, 1573, 657, 1587]
program-row	[614, 1485, 1076, 1500]
